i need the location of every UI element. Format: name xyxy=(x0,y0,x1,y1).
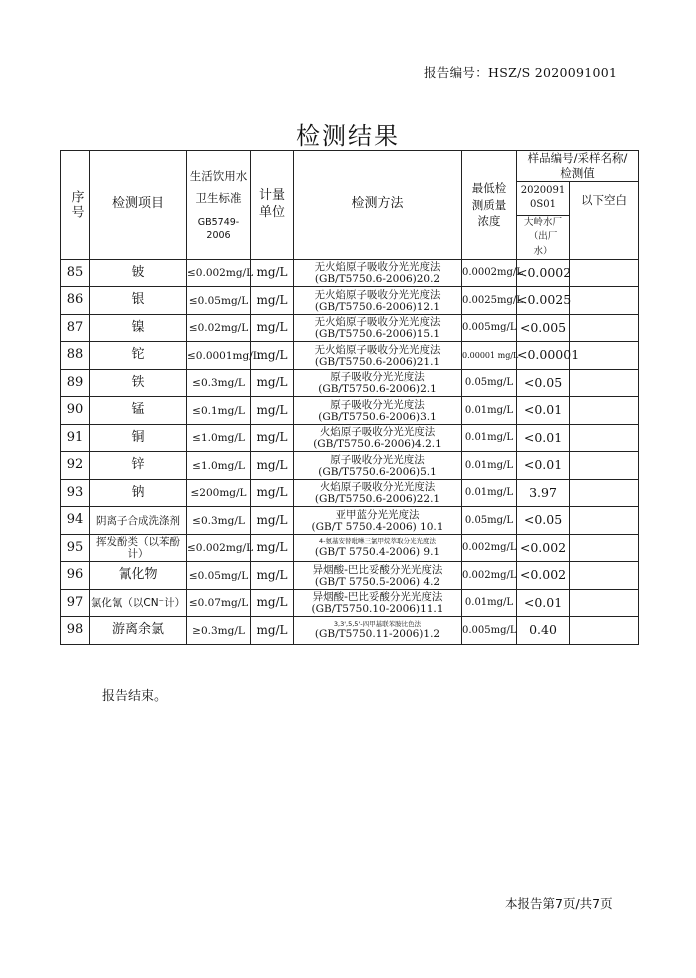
row-value: <0.005 xyxy=(517,314,570,342)
method-standard: (GB/T5750.6-2006)2.1 xyxy=(318,383,437,396)
row-number: 93 xyxy=(61,479,90,507)
row-method xyxy=(294,314,462,342)
method-standard: (GB/T5750.6-2006)3.1 xyxy=(318,410,437,423)
row-number: 97 xyxy=(61,589,90,617)
row-method xyxy=(294,369,462,397)
sample-name-text: 大岭水厂（出厂水） xyxy=(523,217,562,257)
row-value: <0.05 xyxy=(517,369,570,397)
row-unit: mg/L xyxy=(251,369,294,397)
table-row xyxy=(61,589,639,617)
table-row xyxy=(61,617,639,645)
method-standard: (GB/T 5750.4-2006) 10.1 xyxy=(311,520,444,533)
table-row xyxy=(61,424,639,452)
row-number: 86 xyxy=(61,287,90,315)
row-standard: ≤0.02mg/L xyxy=(187,314,251,342)
row-method xyxy=(294,589,462,617)
row-method xyxy=(294,452,462,480)
method-name: 3,3',5,5'-四甲基联苯胺比色法 xyxy=(333,619,422,628)
method-standard: (GB/T5750.6-2006)20.2 xyxy=(314,273,441,286)
standard-line1: 生活饮用水 xyxy=(189,168,248,183)
col-header-sample-name xyxy=(517,215,570,259)
row-extra xyxy=(570,424,639,452)
table-row xyxy=(61,369,639,397)
method-standard: (GB/T5750.6-2006)4.2.1 xyxy=(313,438,442,451)
col-header-standard xyxy=(187,151,251,260)
row-method xyxy=(294,287,462,315)
row-standard: ≤0.0001mg/L xyxy=(187,342,251,370)
row-standard: ≤200mg/L xyxy=(187,479,251,507)
method-name: 原子吸收分光光度法 xyxy=(330,371,425,384)
row-value: <0.01 xyxy=(517,452,570,480)
row-number: 98 xyxy=(61,617,90,645)
row-value: <0.01 xyxy=(517,397,570,425)
row-limit: 0.00001 mg/L xyxy=(462,342,517,370)
method-standard: (GB/T 5750.4-2006) 9.1 xyxy=(314,545,441,558)
row-unit: mg/L xyxy=(251,507,294,535)
row-extra xyxy=(570,507,639,535)
row-standard: ≤0.05mg/L xyxy=(187,562,251,590)
row-standard: ≤0.05mg/L xyxy=(187,287,251,315)
table-row xyxy=(61,562,639,590)
table-row xyxy=(61,534,639,562)
col-header-method: 检测方法 xyxy=(294,151,462,260)
method-name: 原子吸收分光光度法 xyxy=(330,398,425,411)
col-header-unit xyxy=(251,151,294,260)
method-name: 无火焰原子吸收分光光度法 xyxy=(314,343,441,356)
table-row xyxy=(61,259,639,287)
standard-line3: GB5749-2006 xyxy=(197,216,240,242)
row-standard: ≥0.3mg/L xyxy=(187,617,251,645)
row-number: 92 xyxy=(61,452,90,480)
row-unit: mg/L xyxy=(251,424,294,452)
table-row xyxy=(61,479,639,507)
row-limit: 0.005mg/L xyxy=(462,617,517,645)
row-extra xyxy=(570,342,639,370)
row-unit: mg/L xyxy=(251,534,294,562)
method-standard: (GB/T 5750.5-2006) 4.2 xyxy=(314,575,441,588)
row-item: 锌 xyxy=(90,452,187,480)
row-extra xyxy=(570,617,639,645)
row-method xyxy=(294,424,462,452)
row-unit: mg/L xyxy=(251,342,294,370)
method-standard: (GB/T5750.6-2006)22.1 xyxy=(314,493,441,506)
results-body xyxy=(61,259,639,644)
row-item: 钠 xyxy=(90,479,187,507)
row-item: 氯化氰（以CN⁻计） xyxy=(90,589,187,617)
row-extra xyxy=(570,259,639,287)
row-value: <0.00001 xyxy=(517,342,570,370)
row-extra xyxy=(570,369,639,397)
row-value: <0.002 xyxy=(517,534,570,562)
method-name: 4-氨基安替吡啉三氯甲烷萃取分光光度法 xyxy=(319,537,436,546)
row-extra xyxy=(570,562,639,590)
row-unit: mg/L xyxy=(251,479,294,507)
method-standard: (GB/T5750.11-2006)1.2 xyxy=(314,628,441,641)
method-name: 异烟酸-巴比妥酸分光光度法 xyxy=(312,563,443,576)
method-name: 火焰原子吸收分光光度法 xyxy=(319,426,436,439)
method-name: 异烟酸-巴比妥酸分光光度法 xyxy=(312,591,443,604)
sample-group-text: 样品编号/采样名称/检测值 xyxy=(527,151,628,180)
row-standard: ≤0.07mg/L xyxy=(187,589,251,617)
row-item: 铜 xyxy=(90,424,187,452)
report-number-value: HSZ/S 2020091001 xyxy=(488,65,618,80)
row-limit: 0.005mg/L xyxy=(462,314,517,342)
row-number: 91 xyxy=(61,424,90,452)
row-method xyxy=(294,397,462,425)
row-item: 游离余氯 xyxy=(90,617,187,645)
row-unit: mg/L xyxy=(251,259,294,287)
row-standard: ≤0.002mg/L xyxy=(187,534,251,562)
row-limit: 0.05mg/L xyxy=(462,507,517,535)
row-method xyxy=(294,342,462,370)
row-item: 镍 xyxy=(90,314,187,342)
row-value: <0.0002 xyxy=(517,259,570,287)
method-standard: (GB/T5750.6-2006)15.1 xyxy=(314,328,441,341)
report-end-text: 报告结束。 xyxy=(102,689,168,704)
row-item: 铍 xyxy=(90,259,187,287)
row-unit: mg/L xyxy=(251,452,294,480)
col-header-no: 序号 xyxy=(61,151,90,260)
row-limit: 0.01mg/L xyxy=(462,589,517,617)
col-header-sample-group xyxy=(517,151,639,182)
report-number xyxy=(424,63,617,81)
row-method xyxy=(294,259,462,287)
row-extra xyxy=(570,314,639,342)
method-standard: (GB/T5750.6-2006)12.1 xyxy=(314,300,441,313)
row-number: 95 xyxy=(61,534,90,562)
row-number: 96 xyxy=(61,562,90,590)
row-unit: mg/L xyxy=(251,617,294,645)
results-table xyxy=(60,150,639,645)
row-limit: 0.05mg/L xyxy=(462,369,517,397)
row-number: 87 xyxy=(61,314,90,342)
report-number-label: 报告编号： xyxy=(424,65,489,80)
method-name: 无火焰原子吸收分光光度法 xyxy=(314,288,441,301)
row-extra xyxy=(570,287,639,315)
row-extra xyxy=(570,534,639,562)
col-header-item: 检测项目 xyxy=(90,151,187,260)
limit-header-text: 最低检测质量浓度 xyxy=(471,180,507,229)
table-row xyxy=(61,287,639,315)
row-item: 氰化物 xyxy=(90,562,187,590)
row-item: 挥发酚类（以苯酚计） xyxy=(90,534,187,562)
row-value: 0.40 xyxy=(517,617,570,645)
row-limit: 0.01mg/L xyxy=(462,397,517,425)
method-standard: (GB/T5750.6-2006)21.1 xyxy=(314,355,441,368)
row-unit: mg/L xyxy=(251,287,294,315)
page-number: 本报告第7页/共7页 xyxy=(505,896,613,911)
col-header-limit xyxy=(462,151,517,260)
row-item: 锰 xyxy=(90,397,187,425)
row-method xyxy=(294,507,462,535)
row-number: 90 xyxy=(61,397,90,425)
row-limit: 0.002mg/L xyxy=(462,534,517,562)
row-item: 铊 xyxy=(90,342,187,370)
table-row xyxy=(61,507,639,535)
row-number: 89 xyxy=(61,369,90,397)
row-extra xyxy=(570,397,639,425)
row-number: 94 xyxy=(61,507,90,535)
method-standard: (GB/T5750.6-2006)5.1 xyxy=(318,465,437,478)
sample-id-text: 20200910S01 xyxy=(520,185,566,211)
row-method xyxy=(294,617,462,645)
row-unit: mg/L xyxy=(251,562,294,590)
table-row xyxy=(61,314,639,342)
row-standard: ≤0.3mg/L xyxy=(187,507,251,535)
row-unit: mg/L xyxy=(251,397,294,425)
row-method xyxy=(294,479,462,507)
unit-header-text: 计量单位 xyxy=(258,188,285,220)
table-row xyxy=(61,452,639,480)
row-value: 3.97 xyxy=(517,479,570,507)
method-name: 原子吸收分光光度法 xyxy=(330,453,425,466)
row-standard: ≤0.002mg/L xyxy=(187,259,251,287)
row-value: <0.0025 xyxy=(517,287,570,315)
row-item: 铁 xyxy=(90,369,187,397)
method-name: 无火焰原子吸收分光光度法 xyxy=(314,261,441,274)
row-item: 银 xyxy=(90,287,187,315)
row-limit: 0.0002mg/L xyxy=(462,259,517,287)
table-row xyxy=(61,342,639,370)
row-value: <0.01 xyxy=(517,424,570,452)
row-standard: ≤1.0mg/L xyxy=(187,424,251,452)
row-extra xyxy=(570,479,639,507)
row-standard: ≤0.1mg/L xyxy=(187,397,251,425)
col-header-extra: 以下空白 xyxy=(570,181,639,259)
method-name: 无火焰原子吸收分光光度法 xyxy=(314,316,441,329)
row-limit: 0.01mg/L xyxy=(462,452,517,480)
col-header-sample-id xyxy=(517,181,570,215)
page-title: 检测结果 xyxy=(296,122,400,150)
row-limit: 0.0025mg/L xyxy=(462,287,517,315)
row-unit: mg/L xyxy=(251,589,294,617)
row-value: <0.002 xyxy=(517,562,570,590)
row-method xyxy=(294,562,462,590)
row-standard: ≤1.0mg/L xyxy=(187,452,251,480)
row-value: <0.01 xyxy=(517,589,570,617)
row-number: 85 xyxy=(61,259,90,287)
table-row xyxy=(61,397,639,425)
method-name: 亚甲蓝分光光度法 xyxy=(335,508,420,521)
row-standard: ≤0.3mg/L xyxy=(187,369,251,397)
row-value: <0.05 xyxy=(517,507,570,535)
row-extra xyxy=(570,589,639,617)
row-limit: 0.01mg/L xyxy=(462,479,517,507)
row-method xyxy=(294,534,462,562)
row-item: 阴离子合成洗涤剂 xyxy=(90,507,187,535)
row-number: 88 xyxy=(61,342,90,370)
method-name: 火焰原子吸收分光光度法 xyxy=(319,481,436,494)
standard-line2: 卫生标准 xyxy=(195,190,242,205)
method-standard: (GB/T5750.10-2006)11.1 xyxy=(311,603,444,616)
row-extra xyxy=(570,452,639,480)
row-limit: 0.002mg/L xyxy=(462,562,517,590)
row-limit: 0.01mg/L xyxy=(462,424,517,452)
row-unit: mg/L xyxy=(251,314,294,342)
